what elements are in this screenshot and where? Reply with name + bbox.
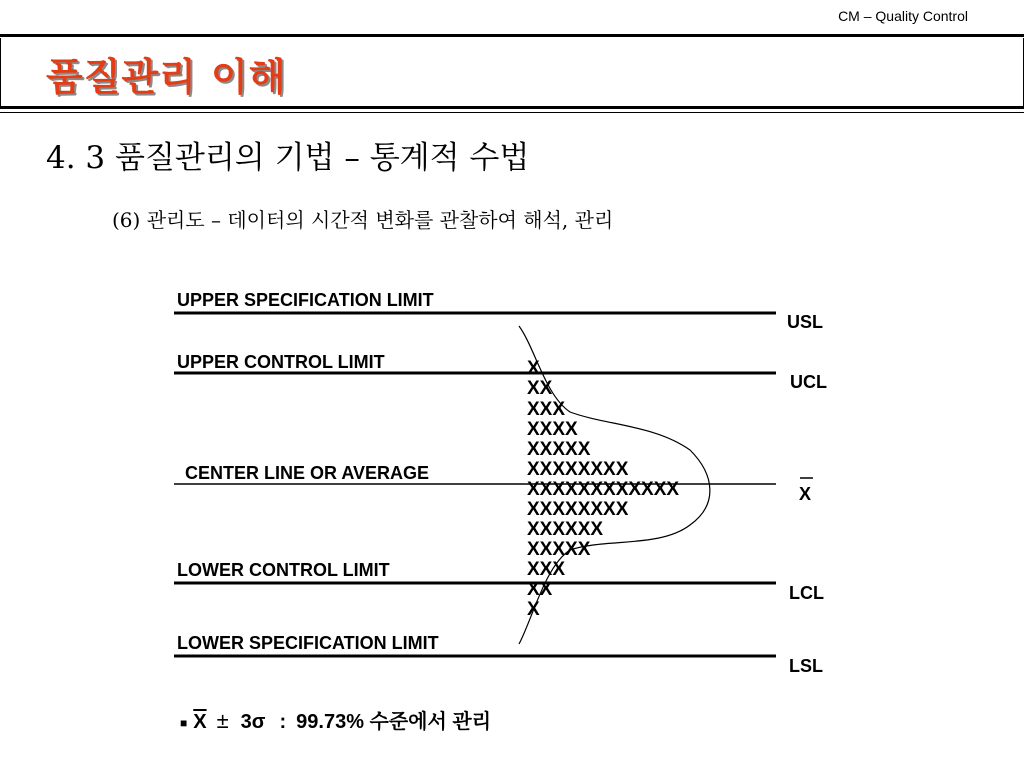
tally-row: XX	[527, 378, 553, 399]
slide-title: 품질관리 이해	[46, 55, 287, 99]
ucl-right-label: UCL	[790, 372, 827, 392]
header-caption: CM – Quality Control	[838, 8, 968, 24]
footer-colon: :	[279, 711, 287, 733]
tally-row: XXXXXX	[527, 519, 604, 540]
section-heading: 4. 3 품질관리의 기법 – 통계적 수법	[46, 140, 530, 176]
tally-row: XXX	[527, 399, 566, 420]
tally-row: X	[527, 599, 540, 620]
footer-sigma: 3σ	[240, 711, 266, 733]
tally-row: XXXXX	[527, 539, 591, 560]
tally-row: XXX	[527, 559, 566, 580]
tally-row: XX	[527, 579, 553, 600]
tally-row: XXXXX	[527, 439, 591, 460]
lsl-left-label: LOWER SPECIFICATION LIMIT	[177, 633, 439, 653]
subheading: (6) 관리도 – 데이터의 시간적 변화를 관찰하여 해석, 관리	[112, 208, 614, 232]
footer-plus-minus: ±	[216, 708, 229, 733]
footer-text: 99.73% 수준에서 관리	[296, 711, 492, 733]
tally-row: XXXX	[527, 419, 578, 440]
tally-row: XXXXXXXXXXXX	[527, 479, 680, 500]
footer-bullet: ■	[180, 715, 188, 730]
lcl-right-label: LCL	[789, 583, 824, 603]
tally-row: XXXXXXXX	[527, 459, 629, 480]
footer-xbar: $\overline{X}$	[193, 711, 207, 733]
ucl-left-label: UPPER CONTROL LIMIT	[177, 352, 385, 372]
tally-row: XXXXXXXX	[527, 499, 629, 520]
usl-right-label: USL	[787, 312, 823, 332]
lcl-left-label: LOWER CONTROL LIMIT	[177, 560, 390, 580]
xbar-right-label: X	[799, 484, 812, 504]
tally-row: X	[527, 358, 540, 379]
center-left-label: CENTER LINE OR AVERAGE	[185, 463, 430, 483]
footer-formula	[180, 705, 491, 734]
usl-left-label: UPPER SPECIFICATION LIMIT	[177, 290, 434, 310]
lsl-right-label: LSL	[789, 656, 823, 676]
